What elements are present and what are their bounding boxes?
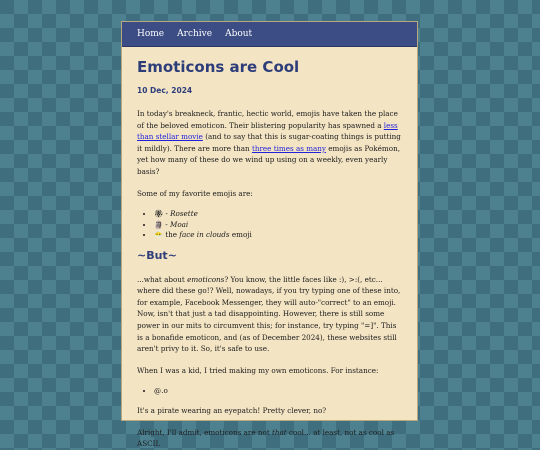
- post-content: [122, 47, 417, 450]
- nav-about[interactable]: About: [225, 29, 253, 39]
- closing-paragraph: Alright, I'll admit, emoticons are not that cool... at least, not as cool as ASCII.: [137, 427, 395, 449]
- own-emoticons-list: [137, 386, 402, 397]
- intro-paragraph: In today's breakneck, frantic, hectic world, emojis have taken the place of the beloved emoticon. Their blistering popularity has spawned a less than stellar movie (and to say that this is sugar-coating things is putting it mildly). There are more than three times as many emojis as Pokémon, yet how many of these do we wind up using on a weekly, even yearly basis?: [137, 109, 401, 176]
- moai-emoji-icon: 🗿: [154, 219, 163, 229]
- list-item: • 😶‍🌫️ the face in clouds emoji: [154, 230, 402, 241]
- kid-paragraph: When I was a kid, I tried making my own emoticons. For instance:: [137, 365, 379, 375]
- section-heading-but: ~But~: [137, 248, 177, 262]
- top-nav: [122, 22, 417, 47]
- movie-link[interactable]: less than stellar movie: [137, 120, 398, 142]
- emoticons-paragraph: ...what about emoticons? You know, the little faces like :), >:(, etc... where did these go!? Well, nowadays, if you try typing one of these into, for example, Facebook Messenger, they will auto-"correct" to an emoji. Now, isn't that just a tad disappointing. However, there is still some power in our mits to circumvent this; for instance, try typing "=]". This is a bonafide emoticon, and (as of December 2024), these websites still aren't privy to it. So, it's safe to use.: [137, 274, 401, 354]
- page-card: [121, 21, 418, 449]
- list-item: • @.o: [154, 386, 402, 397]
- list-item: • 🗿 - Moai: [154, 220, 402, 231]
- post-date: 10 Dec, 2024: [137, 86, 193, 95]
- nav-home[interactable]: Home: [137, 29, 165, 39]
- face-in-clouds-emoji-icon: 😶‍🌫️: [154, 230, 163, 240]
- post-title: Emoticons are Cool: [137, 58, 300, 76]
- favorite-emojis-list: [137, 209, 402, 241]
- nav-archive[interactable]: Archive: [177, 29, 213, 39]
- rosette-emoji-icon: 🏵: [154, 209, 164, 219]
- pokemon-link[interactable]: three times as many: [251, 143, 326, 153]
- pirate-paragraph: It's a pirate wearing an eyepatch! Pretty clever, no?: [137, 405, 327, 415]
- favorites-intro: Some of my favorite emojis are:: [137, 188, 253, 198]
- list-item: • 🏵 - Rosette: [154, 209, 402, 220]
